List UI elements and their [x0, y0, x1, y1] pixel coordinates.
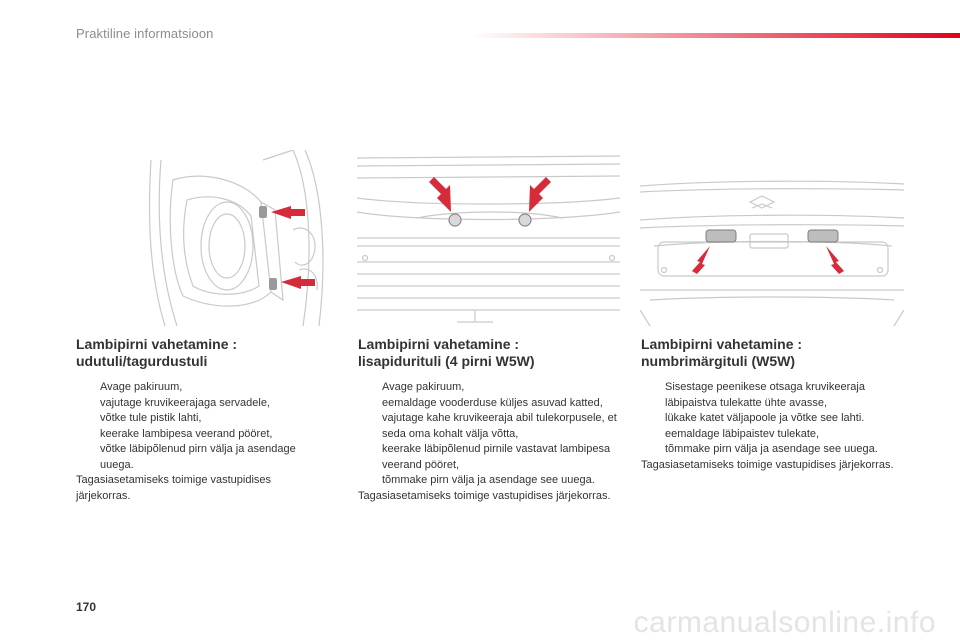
reassembly-note: Tagasiasetamiseks toimige vastupidises järjekorras.	[358, 489, 611, 502]
plate-light-illustration	[640, 150, 904, 326]
column-title	[641, 336, 916, 370]
step-text: Avage pakiruum,	[100, 381, 183, 393]
column-title-line1: Lambipirni vahetamine :	[358, 336, 520, 352]
step-text: tõmmake pirn välja ja asendage see uuega.	[382, 474, 595, 486]
column-title-line2: numbrimärgituli (W5W)	[641, 353, 795, 369]
list-item	[358, 473, 628, 489]
column-brake-light	[358, 336, 628, 504]
fog-light-illustration	[143, 150, 336, 326]
column-title-line1: Lambipirni vahetamine :	[641, 336, 803, 352]
list-item	[76, 411, 326, 427]
list-item	[76, 380, 326, 396]
step-text: võtke tule pistik lahti,	[100, 412, 202, 424]
header-accent-bar	[470, 33, 960, 38]
step-text: vajutage kahe kruvikeeraja abil tulekorpusele, et seda oma kohalt välja võtta,	[382, 412, 617, 440]
step-text: Sisestage peenikese otsaga kruvikeeraja läbipaistva tulekatte ühte avasse,	[665, 381, 865, 409]
list-item	[76, 442, 326, 473]
page-number: 170	[76, 600, 97, 614]
list-item	[358, 442, 628, 473]
brake-light-illustration	[357, 150, 620, 326]
number-plate-lamps-icon	[640, 150, 904, 326]
step-text: keerake läbipõlenud pirnile vastavat lambipesa veerand pööret,	[382, 443, 611, 471]
column-title	[358, 336, 628, 370]
list-item	[358, 380, 628, 396]
column-title	[76, 336, 326, 370]
steps-list	[641, 380, 916, 458]
section-title: Praktiline informatsioon	[76, 26, 214, 41]
column-title-line2: udutuli/tagurdustuli	[76, 353, 208, 369]
list-item	[358, 396, 628, 412]
steps-list	[358, 380, 628, 489]
list-item	[641, 380, 916, 411]
reassembly-note: Tagasiasetamiseks toimige vastupidises järjekorras.	[76, 474, 272, 502]
step-text: võtke läbipõlenud pirn välja ja asendage uuega.	[100, 443, 296, 471]
step-text: eemaldage vooderduse küljes asuvad katted,	[382, 396, 603, 409]
column-title-line1: Lambipirni vahetamine :	[76, 336, 238, 352]
column-fog-light	[76, 336, 326, 504]
step-text: lükake katet väljapoole ja võtke see lahti.	[665, 412, 865, 424]
list-item	[76, 427, 326, 443]
list-item	[641, 427, 916, 443]
step-text: vajutage kruvikeerajaga servadele,	[100, 396, 270, 409]
list-item	[641, 442, 916, 458]
steps-list	[76, 380, 326, 473]
list-item	[641, 411, 916, 427]
step-text: tõmmake pirn välja ja asendage see uuega.	[665, 443, 878, 455]
boot-lid-lamps-icon	[357, 150, 620, 326]
column-plate-light	[641, 336, 916, 473]
step-text: Avage pakiruum,	[382, 381, 465, 393]
rear-fog-light-housing-icon	[143, 150, 336, 326]
reassembly-note: Tagasiasetamiseks toimige vastupidises järjekorras.	[641, 458, 894, 471]
watermark: carmanualsonline.info	[633, 606, 936, 639]
column-title-line2: lisapidurituli (4 pirni W5W)	[358, 353, 535, 369]
step-text: eemaldage läbipaistev tulekate,	[665, 427, 820, 440]
step-text: keerake lambipesa veerand pööret,	[100, 427, 273, 440]
list-item	[358, 411, 628, 442]
list-item	[76, 396, 326, 412]
